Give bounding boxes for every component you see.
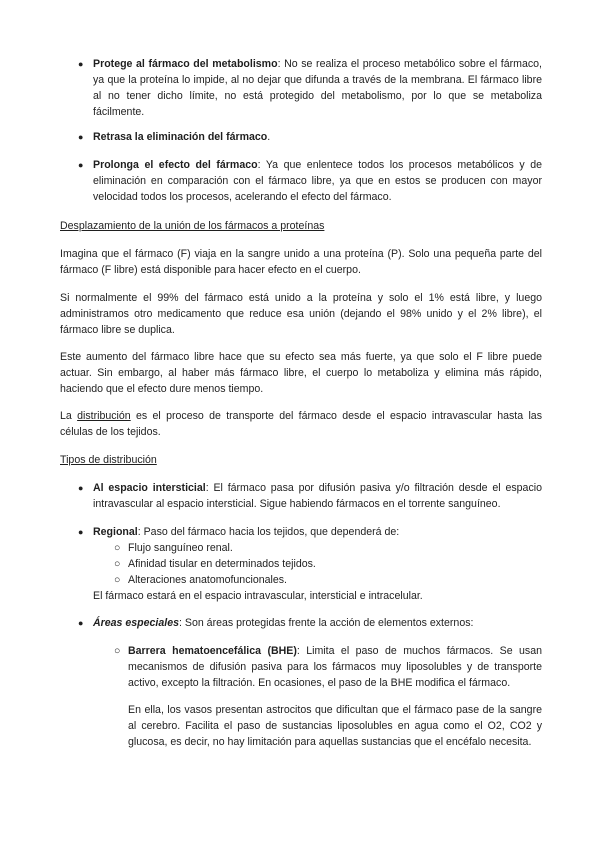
sub-bullet-icon: ○	[114, 558, 121, 570]
sub-bullet-icon: ○	[114, 574, 121, 586]
bullet-icon: ●	[78, 160, 84, 170]
bullet-title: Protege al fármaco del metabolismo	[93, 58, 278, 70]
bullet-text: : Ya que enlentece todos los procesos metabólicos y de eliminación en comparación con el fármaco libre, ya que en estos se producen con mayor velocidad todos los procesos, acelerando el efecto del fármaco.	[93, 159, 542, 203]
bullet-text: : Paso del fármaco hacia los tejidos, que dependerá de:	[137, 526, 400, 538]
bullet-icon: ●	[78, 59, 84, 69]
sub-item-bhe	[128, 643, 542, 691]
bullet-text: : Son áreas protegidas frente la acción de elementos externos:	[179, 617, 474, 629]
section-heading-tipos: Tipos de distribución	[60, 454, 157, 466]
paragraph-distribucion: La distribución es el proceso de transporte del fármaco desde el espacio intravascular hasta las células de los tejidos.	[60, 410, 542, 438]
bullet-protege	[93, 56, 542, 120]
bhe-text: : Limita el paso de muchos fármacos. Se usan mecanismos de difusión pasiva para los fármacos muy liposolubles y de transporte activo, excepto la filtración. En ocasiones, el paso de la BHE modifica el fármaco.	[128, 645, 542, 689]
sub-item-afinidad: Afinidad tisular en determinados tejidos.	[128, 558, 316, 570]
sub-bullet-icon: ○	[114, 542, 121, 554]
bullet-title: Retrasa la eliminación del fármaco	[93, 131, 268, 143]
bullet-intersticial	[93, 480, 542, 512]
sub-item-alteraciones: Alteraciones anatomofuncionales.	[128, 574, 288, 586]
bullet-retrasa	[93, 129, 542, 145]
bhe-title: Barrera hematoencefálica (BHE)	[128, 645, 297, 657]
paragraph-porcentaje: Si normalmente el 99% del fármaco está unido a la proteína y solo el 1% está libre, y luego administramos otro medicamento que reduce esa unión (dejando el 98% unido y el 2% libre), el fármaco libre se duplica.	[60, 292, 542, 336]
bullet-icon: ●	[78, 527, 84, 537]
bullet-prolonga	[93, 157, 542, 205]
bullet-title: Al espacio intersticial	[93, 482, 206, 494]
bullet-text: : El fármaco pasa por difusión pasiva y/o filtración desde el espacio intravascular al espacio intersticial. Sigue habiendo fármacos en el torrente sanguíneo.	[93, 482, 542, 510]
bullet-icon: ●	[78, 483, 84, 493]
paragraph-espacios: El fármaco estará en el espacio intravascular, intersticial e intracelular.	[93, 590, 423, 602]
paragraph-aumento: Este aumento del fármaco libre hace que su efecto sea más fuerte, ya que solo el F libre puede actuar. Sin embargo, al haber más fármaco libre, el cuerpo lo metaboliza y elimina más rápido, haciendo que el efecto dure menos tiempo.	[60, 351, 542, 395]
sub-item-flujo: Flujo sanguíneo renal.	[128, 542, 233, 554]
bullet-title: Áreas especiales	[93, 617, 179, 629]
bullet-text: : No se realiza el proceso metabólico sobre el fármaco, ya que la proteína lo impide, al no dejar que difunda a través de la membrana. El fármaco libre al no tener dicho límite, no está protegido del metabolismo, por lo que se metaboliza fácilmente.	[93, 58, 542, 118]
bullet-areas-especiales	[93, 615, 542, 631]
paragraph-astrocitos: En ella, los vasos presentan astrocitos que dificultan que el fármaco pase de la sangre al cerebro. Facilita el paso de sustancias liposolubles en agua como el O2, CO2 y glucosa, es decir, no hay limitación para aquellas sustancias que el encéfalo necesita.	[128, 704, 542, 748]
section-heading-desplazamiento: Desplazamiento de la unión de los fármacos a proteínas	[60, 220, 325, 232]
bullet-title: Prolonga el efecto del fármaco	[93, 159, 258, 171]
bullet-regional	[93, 524, 542, 540]
bullet-title: Regional	[93, 526, 138, 538]
sub-bullet-icon: ○	[114, 645, 121, 657]
bullet-text: .	[267, 131, 271, 143]
bullet-icon: ●	[78, 618, 84, 628]
paragraph-imagina: Imagina que el fármaco (F) viaja en la sangre unido a una proteína (P). Solo una pequeña parte del fármaco (F libre) está disponible para hacer efecto en el cuerpo.	[60, 248, 542, 276]
bullet-icon: ●	[78, 132, 84, 142]
term-distribucion: distribución	[77, 410, 131, 422]
